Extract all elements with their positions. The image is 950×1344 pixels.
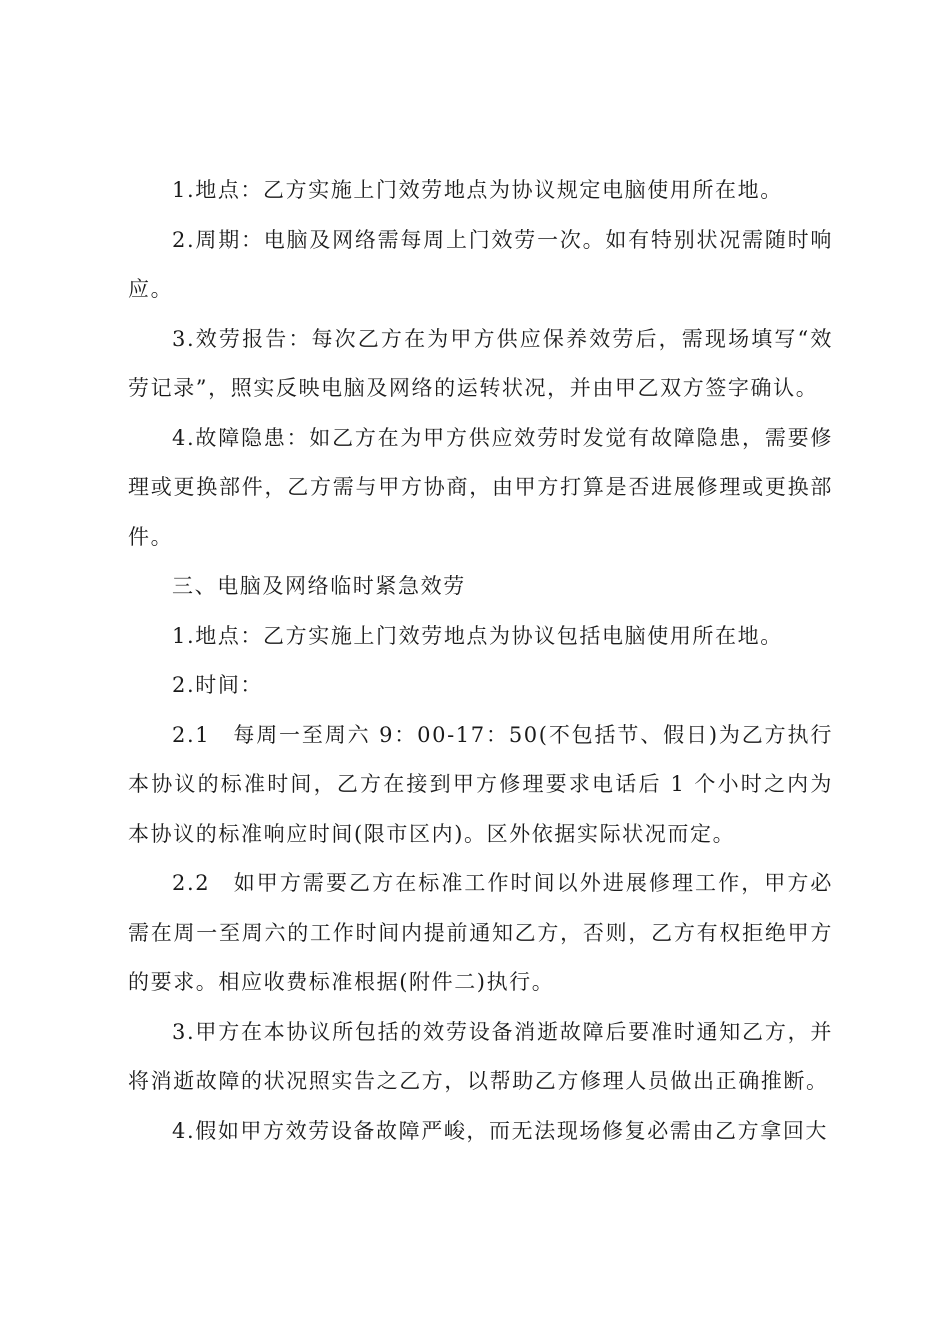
paragraph-overtime-repair: 2.2 如甲方需要乙方在标准工作时间以外进展修理工作，甲方必需在周一至周六的工作时间内提前通知乙方，否则，乙方有权拒绝甲方的要求。相应收费标准根据(附件二)执行。 — [128, 871, 833, 994]
paragraph-service-location: 1.地点：乙方实施上门效劳地点为协议规定电脑使用所在地。 — [172, 178, 783, 202]
paragraph-fault-hazard: 4.故障隐患：如乙方在为甲方供应效劳时发觉有故障隐患，需要修理或更换部件，乙方需与甲方协商，由甲方打算是否进展修理或更换部件。 — [128, 425, 833, 549]
paragraph-severe-fault: 4.假如甲方效劳设备故障严峻，而无法现场修复必需由乙方拿回大 — [172, 1118, 829, 1143]
paragraph-fault-notification: 3.甲方在本协议所包括的效劳设备消逝故障后要准时通知乙方，并将消逝故障的状况照实告之乙方，以帮助乙方修理人员做出正确推断。 — [128, 1019, 833, 1093]
document-body — [128, 166, 833, 1156]
paragraph-emergency-location: 1.地点：乙方实施上门效劳地点为协议包括电脑使用所在地。 — [172, 623, 783, 648]
paragraph-emergency-time: 2.时间： — [172, 673, 264, 697]
paragraph-service-cycle: 2.周期：电脑及网络需每周上门效劳一次。如有特别状况需随时响应。 — [128, 227, 833, 301]
section-heading-emergency-service: 三、电脑及网络临时紧急效劳 — [172, 574, 466, 598]
paragraph-standard-hours: 2.1 每周一至周六 9：00-17：50(不包括节、假日)为乙方执行本协议的标准时间，乙方在接到甲方修理要求电话后 1 个小时之内为本协议的标准响应时间(限市区内)。区外依据实际状况而定。 — [128, 722, 833, 846]
paragraph-service-report: 3.效劳报告：每次乙方在为甲方供应保养效劳后，需现场填写“效劳记录”，照实反映电脑及网络的运转状况，并由甲乙双方签字确认。 — [128, 326, 833, 400]
